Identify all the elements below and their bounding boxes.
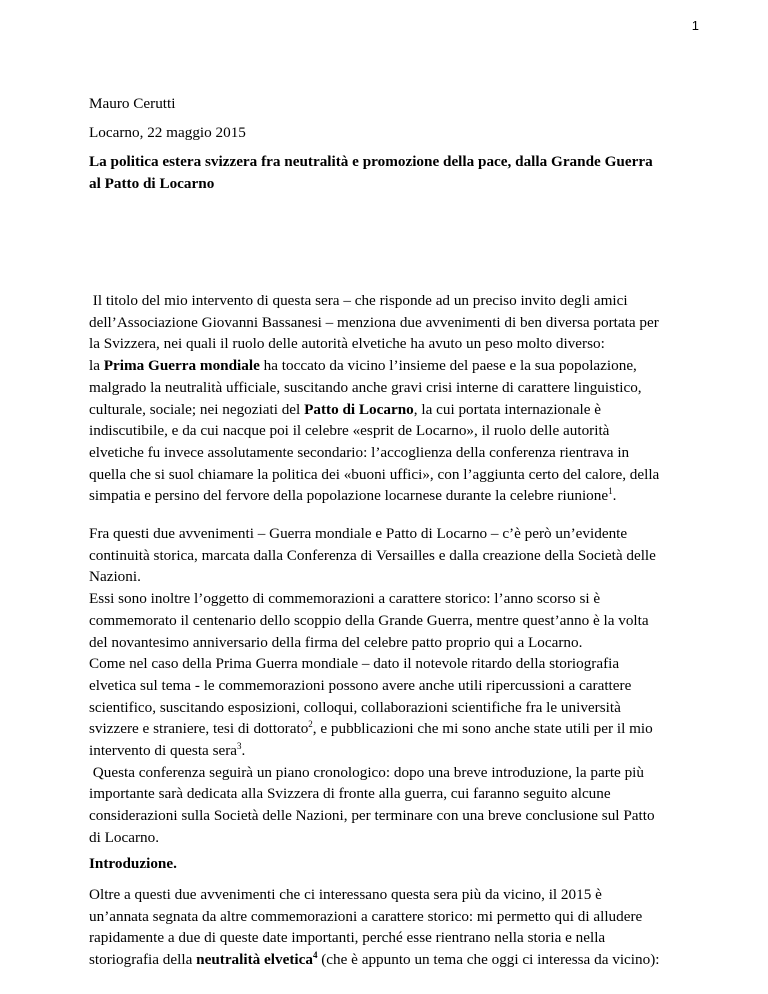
footnote-ref[interactable]: 3: [237, 740, 242, 751]
document-title: [89, 151, 704, 194]
text-segment: .: [241, 742, 246, 760]
text-segment: , e pubblicazioni che mi sono anche state utili per il mio: [312, 720, 653, 738]
text-segment: .: [612, 487, 617, 505]
text-line: indiscutibile, e da cui nacque poi il celebre «esprit de Locarno», il ruolo delle autorità: [89, 422, 610, 440]
bold-term: Patto di Locarno: [304, 400, 414, 418]
text-line: Il titolo del mio intervento di questa sera – che risponde ad un preciso invito degli amici: [89, 292, 628, 309]
text-segment: simpatia e persino del fervore della popolazione locarnese durante la celebre riunione: [89, 487, 609, 505]
text-line: quella che si suol chiamare la politica dei «buoni uffici», con l’aggiunta certo del calore, della: [89, 465, 660, 483]
paragraph-introduction: [89, 884, 704, 971]
bold-term: neutralità elvetica: [196, 951, 313, 969]
title-line: al Patto di Locarno: [89, 174, 215, 192]
footnote-ref[interactable]: 4: [312, 950, 318, 961]
dateline: Locarno, 22 maggio 2015: [89, 124, 246, 141]
text-line: malgrado la neutralità ufficiale, suscitando anche gravi crisi interne di carattere linguistico,: [89, 378, 642, 396]
paragraph-intro: [89, 290, 704, 507]
text-line: Come nel caso della Prima Guerra mondiale – dato il notevole ritardo della storiografia: [89, 655, 620, 673]
title-line: La politica estera svizzera fra neutralità e promozione della pace, dalla Grande Guerra: [89, 153, 653, 170]
text-segment: la: [89, 357, 104, 375]
text-line: Nazioni.: [89, 568, 141, 586]
footnote-ref[interactable]: 2: [308, 719, 313, 730]
text-segment: (che è appunto un tema che oggi ci interessa da vicino):: [317, 951, 660, 969]
text-line: dell’Associazione Giovanni Bassanesi – menziona due avvenimenti di ben diversa portata per: [89, 313, 659, 331]
author-name: Mauro Cerutti: [89, 95, 176, 112]
text-line: di Locarno.: [89, 828, 160, 846]
text-line: scientifico, suscitando esposizioni, colloqui, collaborazioni scientifiche fra le università: [89, 698, 621, 716]
text-line: Fra questi due avvenimenti – Guerra mondiale e Patto di Locarno – c’è però un’evidente: [89, 525, 628, 542]
bold-term: Prima Guerra mondiale: [103, 357, 260, 375]
text-line: importante sarà dedicata alla Svizzera di fronte alla guerra, cui faranno seguito alcune: [89, 785, 611, 803]
page-number: 1: [691, 18, 699, 33]
text-line: commemorato il centenario dello scoppio della Grande Guerra, mentre quest’anno è la volta: [89, 611, 649, 629]
text-line: continuità storica, marcata dalla Conferenza di Versailles e dalla creazione della Società delle: [89, 546, 656, 564]
text-line: [89, 355, 704, 377]
text-line: Essi sono inoltre l’oggetto di commemorazioni a carattere storico: l’anno scorso si è: [89, 590, 601, 608]
footnote-ref[interactable]: 1: [608, 486, 613, 497]
text-segment: storiografia della: [89, 951, 197, 969]
text-segment: intervento di questa sera: [89, 742, 238, 760]
text-line: Questa conferenza seguirà un piano cronologico: dopo una breve introduzione, la parte più: [89, 763, 644, 781]
text-line: [89, 740, 704, 762]
text-line: elvetiche fu invece assolutamente secondario: l’accoglienza della conferenza rientrava in: [89, 443, 630, 461]
text-line: la Svizzera, nei quali il ruolo delle autorità elvetiche ha avuto un peso molto diverso:: [89, 335, 605, 353]
text-line: rapidamente a due di queste date importanti, perché esse rientrano nella storia e nella: [89, 929, 606, 947]
text-segment: ha toccato da vicino l’insieme del paese e la sua popolazione,: [259, 357, 637, 375]
text-line: del novantesimo anniversario della firma del celebre patto proprio qui a Locarno.: [89, 633, 583, 651]
text-line: un’annata segnata da altre commemorazioni a carattere storico: mi permetto qui di alludere: [89, 907, 643, 925]
text-segment: svizzere e straniere, tesi di dottorato: [89, 720, 309, 738]
text-line: [89, 718, 704, 740]
text-line: elvetica sul tema - le commemorazioni possono avere anche utili ripercussioni a carattere: [89, 676, 632, 694]
text-segment: culturale, sociale; nei negoziati del: [89, 400, 305, 418]
text-line: Oltre a questi due avvenimenti che ci interessano questa sera più da vicino, il 2015 è: [89, 886, 602, 903]
section-heading: Introduzione.: [89, 855, 177, 872]
text-segment: , la cui portata internazionale è: [413, 400, 601, 418]
text-line: considerazioni sulla Società delle Nazioni, per terminare con una breve conclusione sul Patto: [89, 807, 655, 825]
text-line: [89, 399, 704, 421]
text-line: [89, 485, 704, 507]
text-line: [89, 949, 704, 971]
paragraph-continuity: [89, 523, 704, 849]
